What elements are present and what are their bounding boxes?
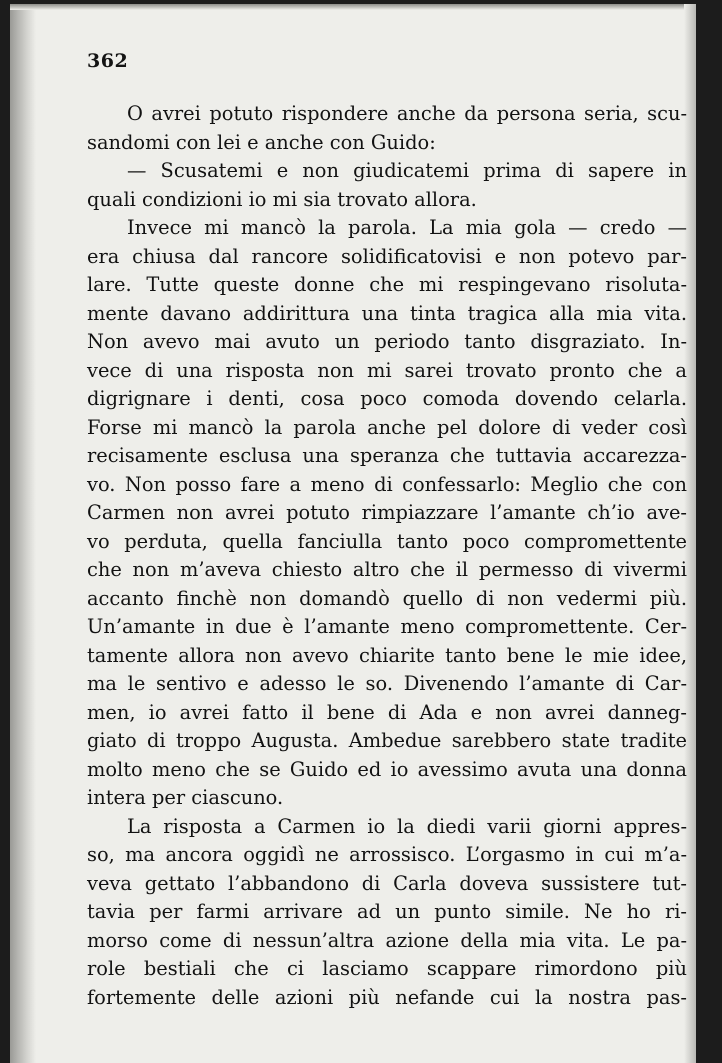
text-line: veva gettato l’abbandono di Carla doveva sussistere tut- — [87, 871, 687, 895]
text-line: lare. Tutte queste donne che mi respingevano risoluta- — [87, 273, 687, 296]
text-line: giato di troppo Augusta. Ambedue sarebbero state tradite — [87, 729, 687, 752]
page-gutter-shadow — [10, 4, 36, 1063]
text-line: men, io avrei fatto il bene di Ada e non avrei danneg- — [87, 700, 687, 724]
text-line: O avrei potuto rispondere anche da persona seria, scu- — [127, 102, 687, 125]
text-line: La risposta a Carmen io la diedi varii giorni appres- — [127, 814, 687, 838]
text-line: tamente allora non avevo chiarite tanto bene le mie idee, — [87, 643, 687, 667]
text-line: fortemente delle azioni più nefande cui la nostra pas- — [87, 985, 687, 1009]
text-line: che non m’aveva chiesto altro che il permesso di vivermi — [87, 558, 687, 581]
text-line: recisamente esclusa una speranza che tuttavia accarezza- — [87, 444, 687, 467]
text-line: Non avevo mai avuto un periodo tanto disgraziato. In- — [87, 330, 687, 353]
page-number: 362 — [87, 50, 129, 72]
text-line: molto meno che se Guido ed io avessimo avuta una donna — [87, 757, 687, 781]
text-line: morso come di nessun’altra azione della mia vita. Le pa- — [87, 928, 687, 952]
text-line: intera per ciascuno. — [87, 786, 284, 809]
text-line: quali condizioni io mi sia trovato allora. — [87, 187, 477, 211]
book-page — [10, 4, 696, 1063]
body-text — [87, 100, 687, 1012]
text-line: — Scusatemi e non giudicatemi prima di sapere in — [127, 159, 687, 182]
text-line: sandomi con lei e anche con Guido: — [87, 130, 436, 154]
text-line: so, ma ancora oggidì ne arrossisco. L’orgasmo in cui m’a- — [87, 843, 687, 866]
text-line: era chiusa dal rancore solidificatovisi e non potevo par- — [87, 244, 687, 268]
text-line: Forse mi mancò la parola anche pel dolore di veder così — [87, 415, 687, 439]
text-line: role bestiali che ci lasciamo scappare rimordono più — [87, 957, 687, 980]
text-line: vece di una risposta non mi sarei trovato pronto che a — [87, 358, 687, 382]
text-line: mente davano addirittura una tinta tragica alla mia vita. — [87, 301, 687, 325]
page-top-edge — [10, 4, 696, 10]
text-line: Un’amante in due è l’amante meno compromettente. Cer- — [87, 615, 687, 638]
text-line: vo perduta, quella fanciulla tanto poco compromettente — [87, 529, 687, 553]
text-line: ma le sentivo e adesso le so. Divenendo l’amante di Car- — [87, 672, 687, 695]
text-line: accanto finchè non domandò quello di non vedermi più. — [87, 586, 687, 610]
text-line: Invece mi mancò la parola. La mia gola — credo — — [127, 216, 687, 239]
text-line: digrignare i denti, cosa poco comoda dovendo celarla. — [87, 387, 687, 410]
text-line: vo. Non posso fare a meno di confessarlo: Meglio che con — [87, 472, 687, 496]
text-line: Carmen non avrei potuto rimpiazzare l’amante ch’io ave- — [87, 501, 687, 524]
text-line: tavia per farmi arrivare ad un punto simile. Ne ho ri- — [87, 900, 687, 923]
